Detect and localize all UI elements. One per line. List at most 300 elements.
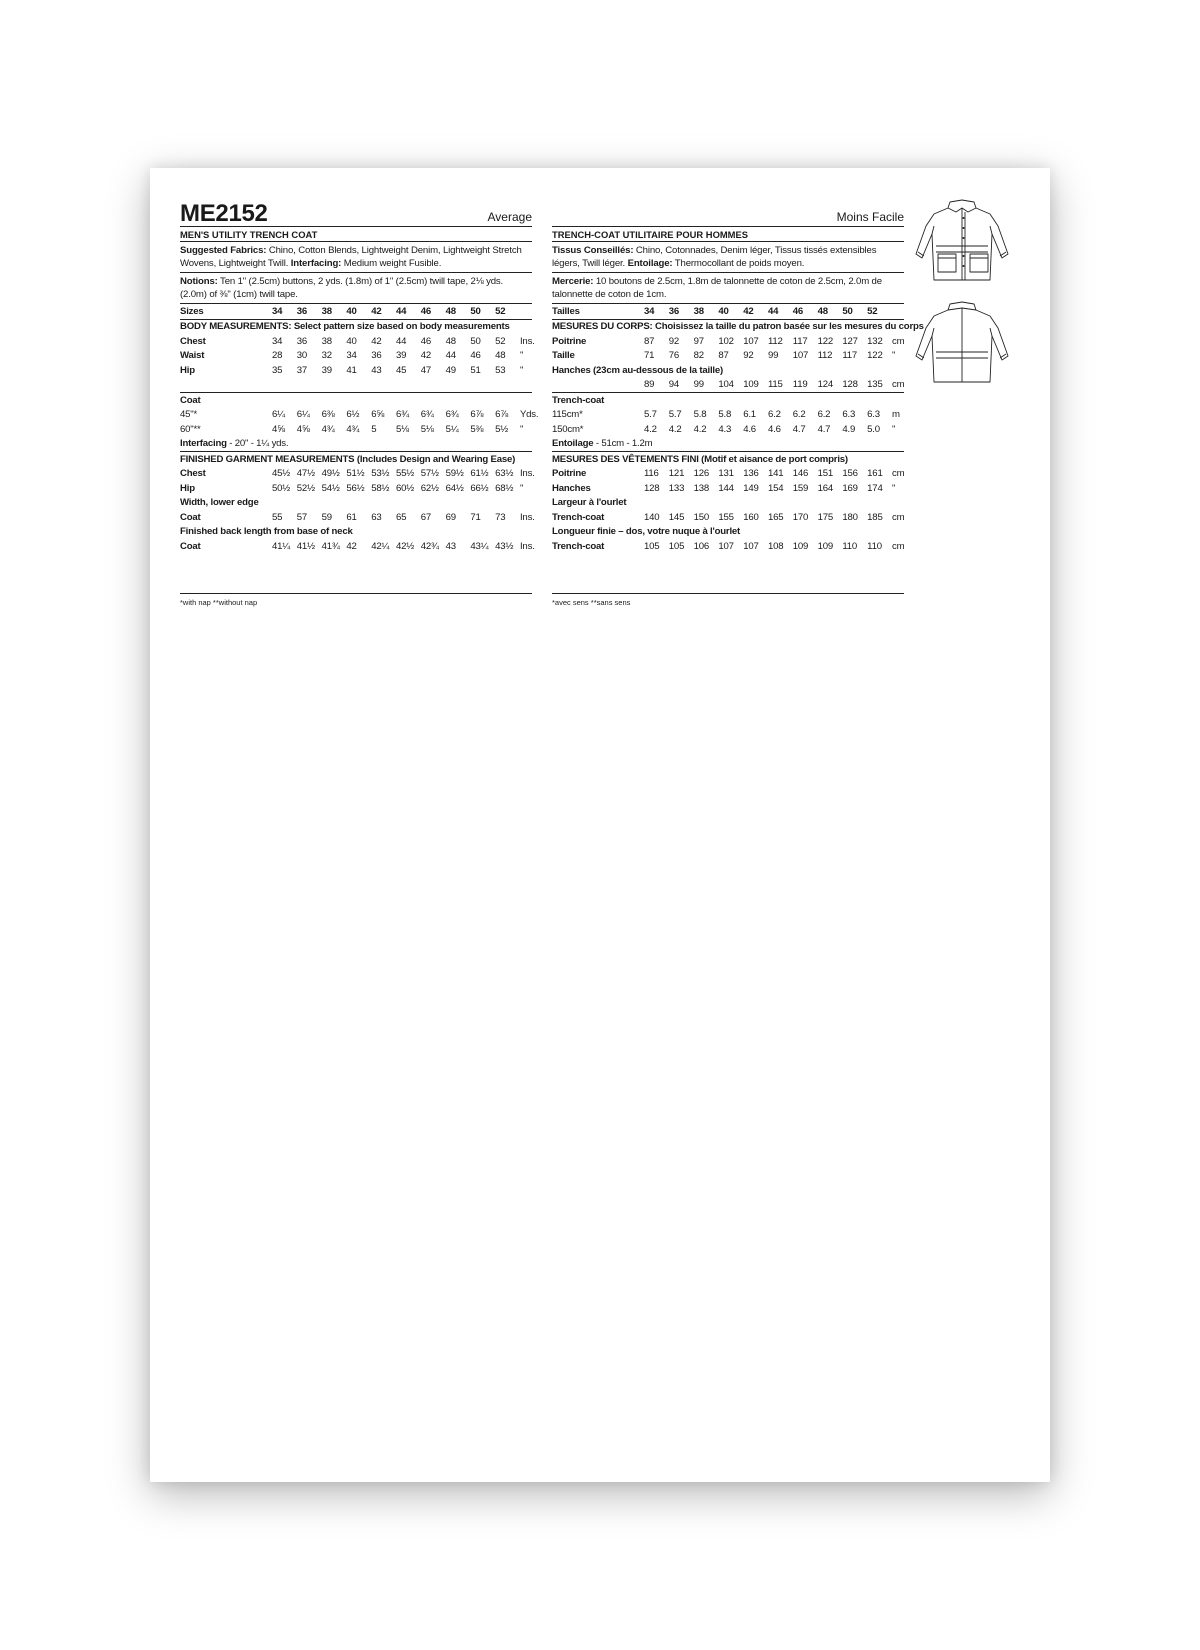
table-cell: 87 — [644, 335, 655, 347]
table-cell: 6¾ — [445, 409, 459, 421]
table-cell: 82 — [693, 350, 704, 362]
table-cell: 53 — [495, 364, 506, 376]
table-cell: 180 — [842, 511, 858, 523]
table-cell: 160 — [743, 511, 759, 523]
interfacing-label: Interfacing: — [288, 258, 342, 269]
table-cell: 76 — [668, 350, 680, 362]
row-label: 60"** — [180, 423, 201, 435]
section-heading-row — [180, 378, 532, 393]
table-cell: 39 — [395, 350, 407, 362]
table-cell: 43¼ — [470, 540, 489, 552]
table-cell: 46 — [793, 304, 818, 319]
table-cell: 64½ — [445, 482, 464, 494]
table-cell: 47½ — [296, 468, 315, 480]
row-label: Trench-coat — [552, 540, 605, 552]
header — [552, 198, 904, 227]
table-cell: 99 — [694, 378, 719, 393]
section-heading: Interfacing — [180, 438, 227, 450]
table-cell: 6¾ — [395, 409, 409, 421]
table-cell: 136 — [743, 468, 759, 480]
table-cell: 52½ — [296, 482, 315, 494]
table-cell: 34 — [346, 350, 357, 362]
table-cell: 94 — [669, 378, 694, 393]
table-cell: 50 — [470, 335, 481, 347]
notions-text: Ten 1" (2.5cm) buttons, 2 yds. (1.8m) of 1" (2.5cm) twill tape, 2⅛ yds. (2.0m) of ⅜" (1cm) twill tape. — [180, 276, 504, 300]
table-cell: 6.2 — [817, 409, 831, 421]
table-cell: 6.1 — [743, 409, 756, 421]
row-label: Trench-coat — [552, 511, 605, 523]
table-cell: 110 — [842, 540, 858, 552]
row-label: Hanches — [552, 482, 591, 494]
table-cell: 112 — [767, 335, 783, 347]
table-cell: 107 — [743, 335, 759, 347]
table-cell: 61 — [346, 511, 357, 523]
table-cell: 6⅞ — [495, 409, 509, 421]
section-heading: Width, lower edge — [180, 497, 259, 509]
row-label: Hip — [180, 364, 195, 376]
table-cell: 44 — [768, 304, 793, 319]
table-cell: 68½ — [495, 482, 514, 494]
table-cell: 73 — [495, 511, 506, 523]
table-cell: 57½ — [420, 468, 439, 480]
table-cell: 5.8 — [693, 409, 707, 421]
section-heading: Longueur finie – dos, votre nuque à l'ourlet — [552, 526, 741, 538]
table-cell: 144 — [718, 482, 734, 494]
section-heading-row — [552, 525, 904, 540]
table-row — [180, 334, 532, 349]
notions-text: 10 boutons de 2.5cm, 1.8m de talonnette de coton de 2.5cm, 2.0m de talonnette de coton de 1cm. — [552, 276, 882, 300]
table-cell: 44 — [395, 335, 407, 347]
table-row — [552, 349, 904, 364]
table-cell: 6¾ — [420, 409, 434, 421]
table-cell: 107 — [743, 540, 759, 552]
garment-title: TRENCH-COAT UTILITAIRE POUR HOMMES — [552, 227, 904, 242]
section-heading-row — [552, 319, 904, 334]
section-heading-row — [180, 319, 532, 334]
table-cell: 175 — [817, 511, 833, 523]
table-cell: 99 — [767, 350, 779, 362]
table-cell: 138 — [693, 482, 710, 494]
table-cell: 45½ — [272, 468, 291, 480]
section-heading-row — [552, 496, 904, 511]
section-heading-row — [552, 393, 904, 408]
difficulty-level: Moins Facile — [836, 210, 904, 224]
table-cell: 28 — [272, 350, 283, 362]
unit-cell: Ins. — [519, 540, 535, 552]
table-row — [552, 510, 904, 525]
table-cell: 6.3 — [867, 409, 880, 421]
section-detail: - 51cm - 1.2m — [593, 438, 653, 450]
row-label: Coat — [180, 511, 201, 523]
table-cell: 40 — [346, 335, 357, 347]
table-cell: 4.6 — [767, 423, 781, 435]
fabrics-text: Chino, Cotton Blends, Lightweight Denim, Lightweight Stretch Wovens, Lightweight Twill. — [180, 245, 522, 269]
sizes-header-row — [180, 304, 532, 319]
fabrics-label: Tissus Conseillés: — [552, 245, 634, 256]
unit-cell: " — [891, 482, 896, 494]
table-cell: 5⅜ — [470, 423, 484, 435]
table-cell: 30 — [296, 350, 308, 362]
table-cell: 135 — [867, 378, 892, 393]
table-cell: 44 — [396, 304, 421, 319]
table-row — [552, 467, 904, 482]
measurement-table — [552, 304, 924, 554]
table-cell: 38 — [694, 304, 719, 319]
table-cell: 48 — [446, 304, 471, 319]
table-cell: 107 — [718, 540, 734, 552]
table-cell: 89 — [644, 378, 669, 393]
table-cell: 49 — [445, 364, 456, 376]
table-cell: 42 — [371, 304, 396, 319]
row-label: Sizes — [180, 304, 272, 319]
unit-cell: cm — [891, 511, 905, 523]
table-cell: 87 — [718, 350, 729, 362]
row-label: Poitrine — [552, 468, 587, 480]
table-cell: 61½ — [470, 468, 489, 480]
row-label: Tailles — [552, 304, 644, 319]
table-cell: 6.3 — [842, 409, 856, 421]
table-cell: 4.9 — [842, 423, 856, 435]
interfacing-text: Medium weight Fusible. — [341, 258, 442, 269]
table-cell: 4.2 — [644, 423, 657, 435]
table-cell: 4.2 — [668, 423, 682, 435]
table-cell: 36 — [297, 304, 322, 319]
unit-cell: cm — [891, 468, 905, 480]
table-cell: 47 — [420, 364, 432, 376]
fabrics-text: Chino, Cotonnades, Denim léger, Tissus tissés extensibles légers, Twill léger. — [552, 245, 877, 269]
table-cell: 5.7 — [668, 409, 682, 421]
table-cell: 185 — [867, 511, 883, 523]
section-heading-row — [180, 525, 532, 540]
table-row — [180, 510, 532, 525]
footnote-fr: *avec sens **sans sens — [552, 598, 631, 607]
row-label: Chest — [180, 468, 206, 480]
table-cell: 58½ — [371, 482, 390, 494]
table-cell: 67 — [420, 511, 432, 523]
table-cell: 45 — [395, 364, 407, 376]
table-cell: 60½ — [395, 482, 415, 494]
unit-cell: cm — [891, 540, 905, 552]
table-cell: 6¼ — [272, 409, 285, 421]
table-cell: 34 — [272, 335, 283, 347]
table-cell: 48 — [818, 304, 843, 319]
row-label: Taille — [552, 350, 575, 362]
table-cell: 65 — [395, 511, 407, 523]
table-cell: 105 — [668, 540, 685, 552]
table-cell: 54½ — [321, 482, 340, 494]
table-cell: 43 — [445, 540, 456, 552]
table-cell: 41 — [346, 364, 357, 376]
table-row — [180, 539, 532, 554]
row-label — [552, 378, 644, 393]
table-cell: 50 — [470, 304, 495, 319]
table-row — [180, 481, 532, 496]
pattern-code: ME2152 — [180, 200, 268, 227]
table-cell: 5½ — [495, 423, 509, 435]
table-cell: 116 — [644, 468, 659, 480]
table-cell: 127 — [842, 335, 858, 347]
table-cell: 66½ — [470, 482, 489, 494]
section-heading-row — [180, 452, 532, 467]
row-label: Chest — [180, 335, 206, 347]
unit-cell: " — [891, 350, 896, 362]
section-heading: Finished back length from base of neck — [180, 526, 353, 538]
table-cell: 151 — [817, 468, 833, 480]
table-cell: 6½ — [346, 409, 360, 421]
table-cell: 164 — [817, 482, 833, 494]
table-cell: 128 — [644, 482, 660, 494]
table-cell: 42 — [420, 350, 432, 362]
measurement-table — [180, 304, 539, 554]
table-cell: 56½ — [346, 482, 365, 494]
table-cell: 117 — [842, 350, 858, 362]
unit-cell: " — [519, 350, 524, 362]
table-row — [552, 378, 904, 393]
table-cell: 41¾ — [321, 540, 340, 552]
table-cell: 34 — [644, 304, 669, 319]
table-cell: 154 — [767, 482, 784, 494]
table-cell: 49½ — [321, 468, 340, 480]
table-cell: 124 — [818, 378, 843, 393]
table-cell: 106 — [693, 540, 710, 552]
table-cell: 110 — [867, 540, 882, 552]
table-cell: 52 — [867, 304, 892, 319]
table-cell: 50½ — [272, 482, 291, 494]
table-cell: 51 — [470, 364, 481, 376]
table-cell: 159 — [792, 482, 809, 494]
unit-cell: m — [891, 409, 900, 421]
table-cell: 42½ — [395, 540, 415, 552]
table-cell: 46 — [470, 350, 481, 362]
table-row — [552, 422, 904, 437]
table-cell: 6¼ — [296, 409, 310, 421]
table-cell: 53½ — [371, 468, 390, 480]
table-cell: 42¼ — [371, 540, 390, 552]
table-cell: 156 — [842, 468, 858, 480]
table-cell: 71 — [470, 511, 481, 523]
section-heading-row — [180, 437, 532, 452]
row-label: Waist — [180, 350, 205, 362]
footnote-rule — [552, 593, 904, 594]
table-cell: 51½ — [346, 468, 365, 480]
unit-cell: " — [891, 423, 896, 435]
table-cell: 6⅜ — [321, 409, 335, 421]
table-cell: 59 — [321, 511, 332, 523]
table-cell: 35 — [272, 364, 283, 376]
table-cell: 5⅛ — [395, 423, 409, 435]
table-cell: 39 — [321, 364, 332, 376]
table-cell: 5¼ — [445, 423, 459, 435]
table-cell: 145 — [668, 511, 685, 523]
table-cell: 44 — [445, 350, 456, 362]
unit-cell: Ins. — [519, 335, 535, 347]
table-cell: 4.7 — [792, 423, 806, 435]
table-cell: 6.2 — [792, 409, 806, 421]
table-row — [552, 334, 904, 349]
row-label: 115cm* — [552, 409, 583, 421]
section-heading: Hanches (23cm au-dessous de la taille) — [552, 364, 724, 376]
unit-cell: Ins. — [519, 468, 535, 480]
table-cell: 4.3 — [718, 423, 732, 435]
interfacing-label: Entoilage: — [625, 258, 673, 269]
section-heading: Coat — [180, 394, 201, 406]
table-cell: 140 — [644, 511, 660, 523]
row-label: 150cm* — [552, 423, 584, 435]
french-column — [552, 198, 924, 554]
coat-back-illustration — [912, 298, 1012, 390]
table-cell: 133 — [668, 482, 685, 494]
table-cell: 5 — [371, 423, 377, 435]
table-cell: 126 — [693, 468, 710, 480]
table-row — [552, 481, 904, 496]
table-cell: 107 — [792, 350, 809, 362]
table-cell: 102 — [718, 335, 734, 347]
coat-front-illustration — [912, 196, 1012, 288]
unit-cell: cm — [892, 378, 904, 393]
table-cell: 42 — [371, 335, 382, 347]
table-row — [552, 539, 904, 554]
table-cell: 174 — [867, 482, 883, 494]
suggested-fabrics — [552, 242, 904, 273]
table-cell: 40 — [718, 304, 743, 319]
table-cell: 52 — [495, 304, 520, 319]
row-label: 45"* — [180, 409, 198, 421]
table-cell: 42 — [743, 304, 768, 319]
table-cell: 37 — [296, 364, 308, 376]
table-cell: 38 — [321, 335, 332, 347]
section-detail: - 20" - 1¼ yds. — [226, 438, 289, 450]
table-cell: 43½ — [495, 540, 514, 552]
table-cell: 115 — [768, 378, 793, 393]
section-heading: FINISHED GARMENT MEASUREMENTS (Includes Design and Wearing Ease) — [180, 453, 516, 465]
section-heading-row — [180, 393, 532, 408]
table-cell: 48 — [445, 335, 456, 347]
table-cell: 169 — [842, 482, 858, 494]
english-column — [180, 198, 539, 554]
table-row — [180, 422, 532, 437]
table-cell: 122 — [867, 350, 883, 362]
garment-title: MEN'S UTILITY TRENCH COAT — [180, 227, 532, 242]
table-cell: 109 — [743, 378, 768, 393]
table-cell: 55½ — [395, 468, 415, 480]
unit-cell: " — [519, 423, 524, 435]
table-cell: 4⅝ — [296, 423, 310, 435]
table-cell: 46 — [420, 335, 432, 347]
table-cell: 52 — [495, 335, 506, 347]
table-cell: 155 — [718, 511, 734, 523]
table-cell: 46 — [421, 304, 446, 319]
table-cell: 119 — [793, 378, 818, 393]
table-cell: 63 — [371, 511, 382, 523]
table-cell: 161 — [867, 468, 883, 480]
section-heading-row — [552, 437, 904, 452]
notions — [552, 273, 904, 304]
table-cell: 34 — [272, 304, 297, 319]
table-cell: 6⅝ — [371, 409, 385, 421]
table-cell: 4.6 — [743, 423, 756, 435]
table-cell: 4¾ — [346, 423, 360, 435]
sizes-header-row — [552, 304, 904, 319]
table-cell: 109 — [817, 540, 833, 552]
table-row — [180, 363, 532, 378]
table-cell: 104 — [718, 378, 743, 393]
table-cell: 42 — [346, 540, 357, 552]
row-label: Hip — [180, 482, 195, 494]
suggested-fabrics — [180, 242, 532, 273]
table-cell: 5⅛ — [420, 423, 434, 435]
table-cell: 149 — [743, 482, 759, 494]
table-cell: 62½ — [420, 482, 439, 494]
table-cell: 36 — [296, 335, 308, 347]
table-cell: 36 — [371, 350, 382, 362]
section-heading-row — [552, 363, 904, 378]
unit-cell — [892, 304, 904, 319]
table-cell: 5.8 — [718, 409, 732, 421]
difficulty-level: Average — [487, 210, 532, 224]
table-row — [180, 408, 532, 423]
table-cell: 59½ — [445, 468, 464, 480]
section-heading: MESURES DES VÊTEMENTS FINI (Motif et aisance de port compris) — [552, 453, 848, 465]
footnote-en: *with nap **without nap — [180, 598, 258, 607]
table-cell: 150 — [693, 511, 710, 523]
table-cell: 55 — [272, 511, 283, 523]
table-cell: 40 — [346, 304, 371, 319]
section-heading-row — [552, 452, 904, 467]
table-cell: 170 — [792, 511, 809, 523]
table-cell: 128 — [842, 378, 867, 393]
table-cell: 43 — [371, 364, 382, 376]
section-heading: Trench-coat — [552, 394, 605, 406]
table-cell: 132 — [867, 335, 883, 347]
table-row — [180, 467, 532, 482]
table-cell: 121 — [668, 468, 685, 480]
table-cell: 63½ — [495, 468, 514, 480]
table-cell: 131 — [718, 468, 734, 480]
unit-cell: Ins. — [519, 511, 535, 523]
fabrics-label: Suggested Fabrics: — [180, 245, 267, 256]
table-cell: 97 — [693, 335, 704, 347]
table-cell: 5.0 — [867, 423, 880, 435]
table-cell: 4.2 — [693, 423, 707, 435]
table-cell: 146 — [792, 468, 809, 480]
section-heading-row — [180, 496, 532, 511]
table-cell: 41½ — [296, 540, 315, 552]
table-cell: 38 — [322, 304, 347, 319]
section-heading: BODY MEASUREMENTS: Select pattern size based on body measurements — [180, 321, 510, 333]
table-row — [552, 408, 904, 423]
unit-cell: cm — [891, 335, 905, 347]
notions-label: Notions: — [180, 276, 218, 287]
table-cell: 32 — [321, 350, 332, 362]
table-cell: 109 — [792, 540, 809, 552]
table-cell: 108 — [767, 540, 784, 552]
header — [180, 198, 532, 227]
notions-label: Mercerie: — [552, 276, 594, 287]
table-cell: 165 — [767, 511, 784, 523]
unit-cell: " — [519, 364, 524, 376]
table-cell: 117 — [792, 335, 808, 347]
footnote-rule — [180, 593, 532, 594]
table-cell: 122 — [817, 335, 833, 347]
table-cell: 69 — [445, 511, 456, 523]
table-cell: 112 — [817, 350, 833, 362]
table-cell: 6⅞ — [470, 409, 484, 421]
table-cell: 36 — [669, 304, 694, 319]
table-cell: 41¼ — [272, 540, 291, 552]
section-heading: Largeur à l'ourlet — [552, 497, 627, 509]
table-cell: 105 — [644, 540, 660, 552]
table-cell: 141 — [767, 468, 784, 480]
